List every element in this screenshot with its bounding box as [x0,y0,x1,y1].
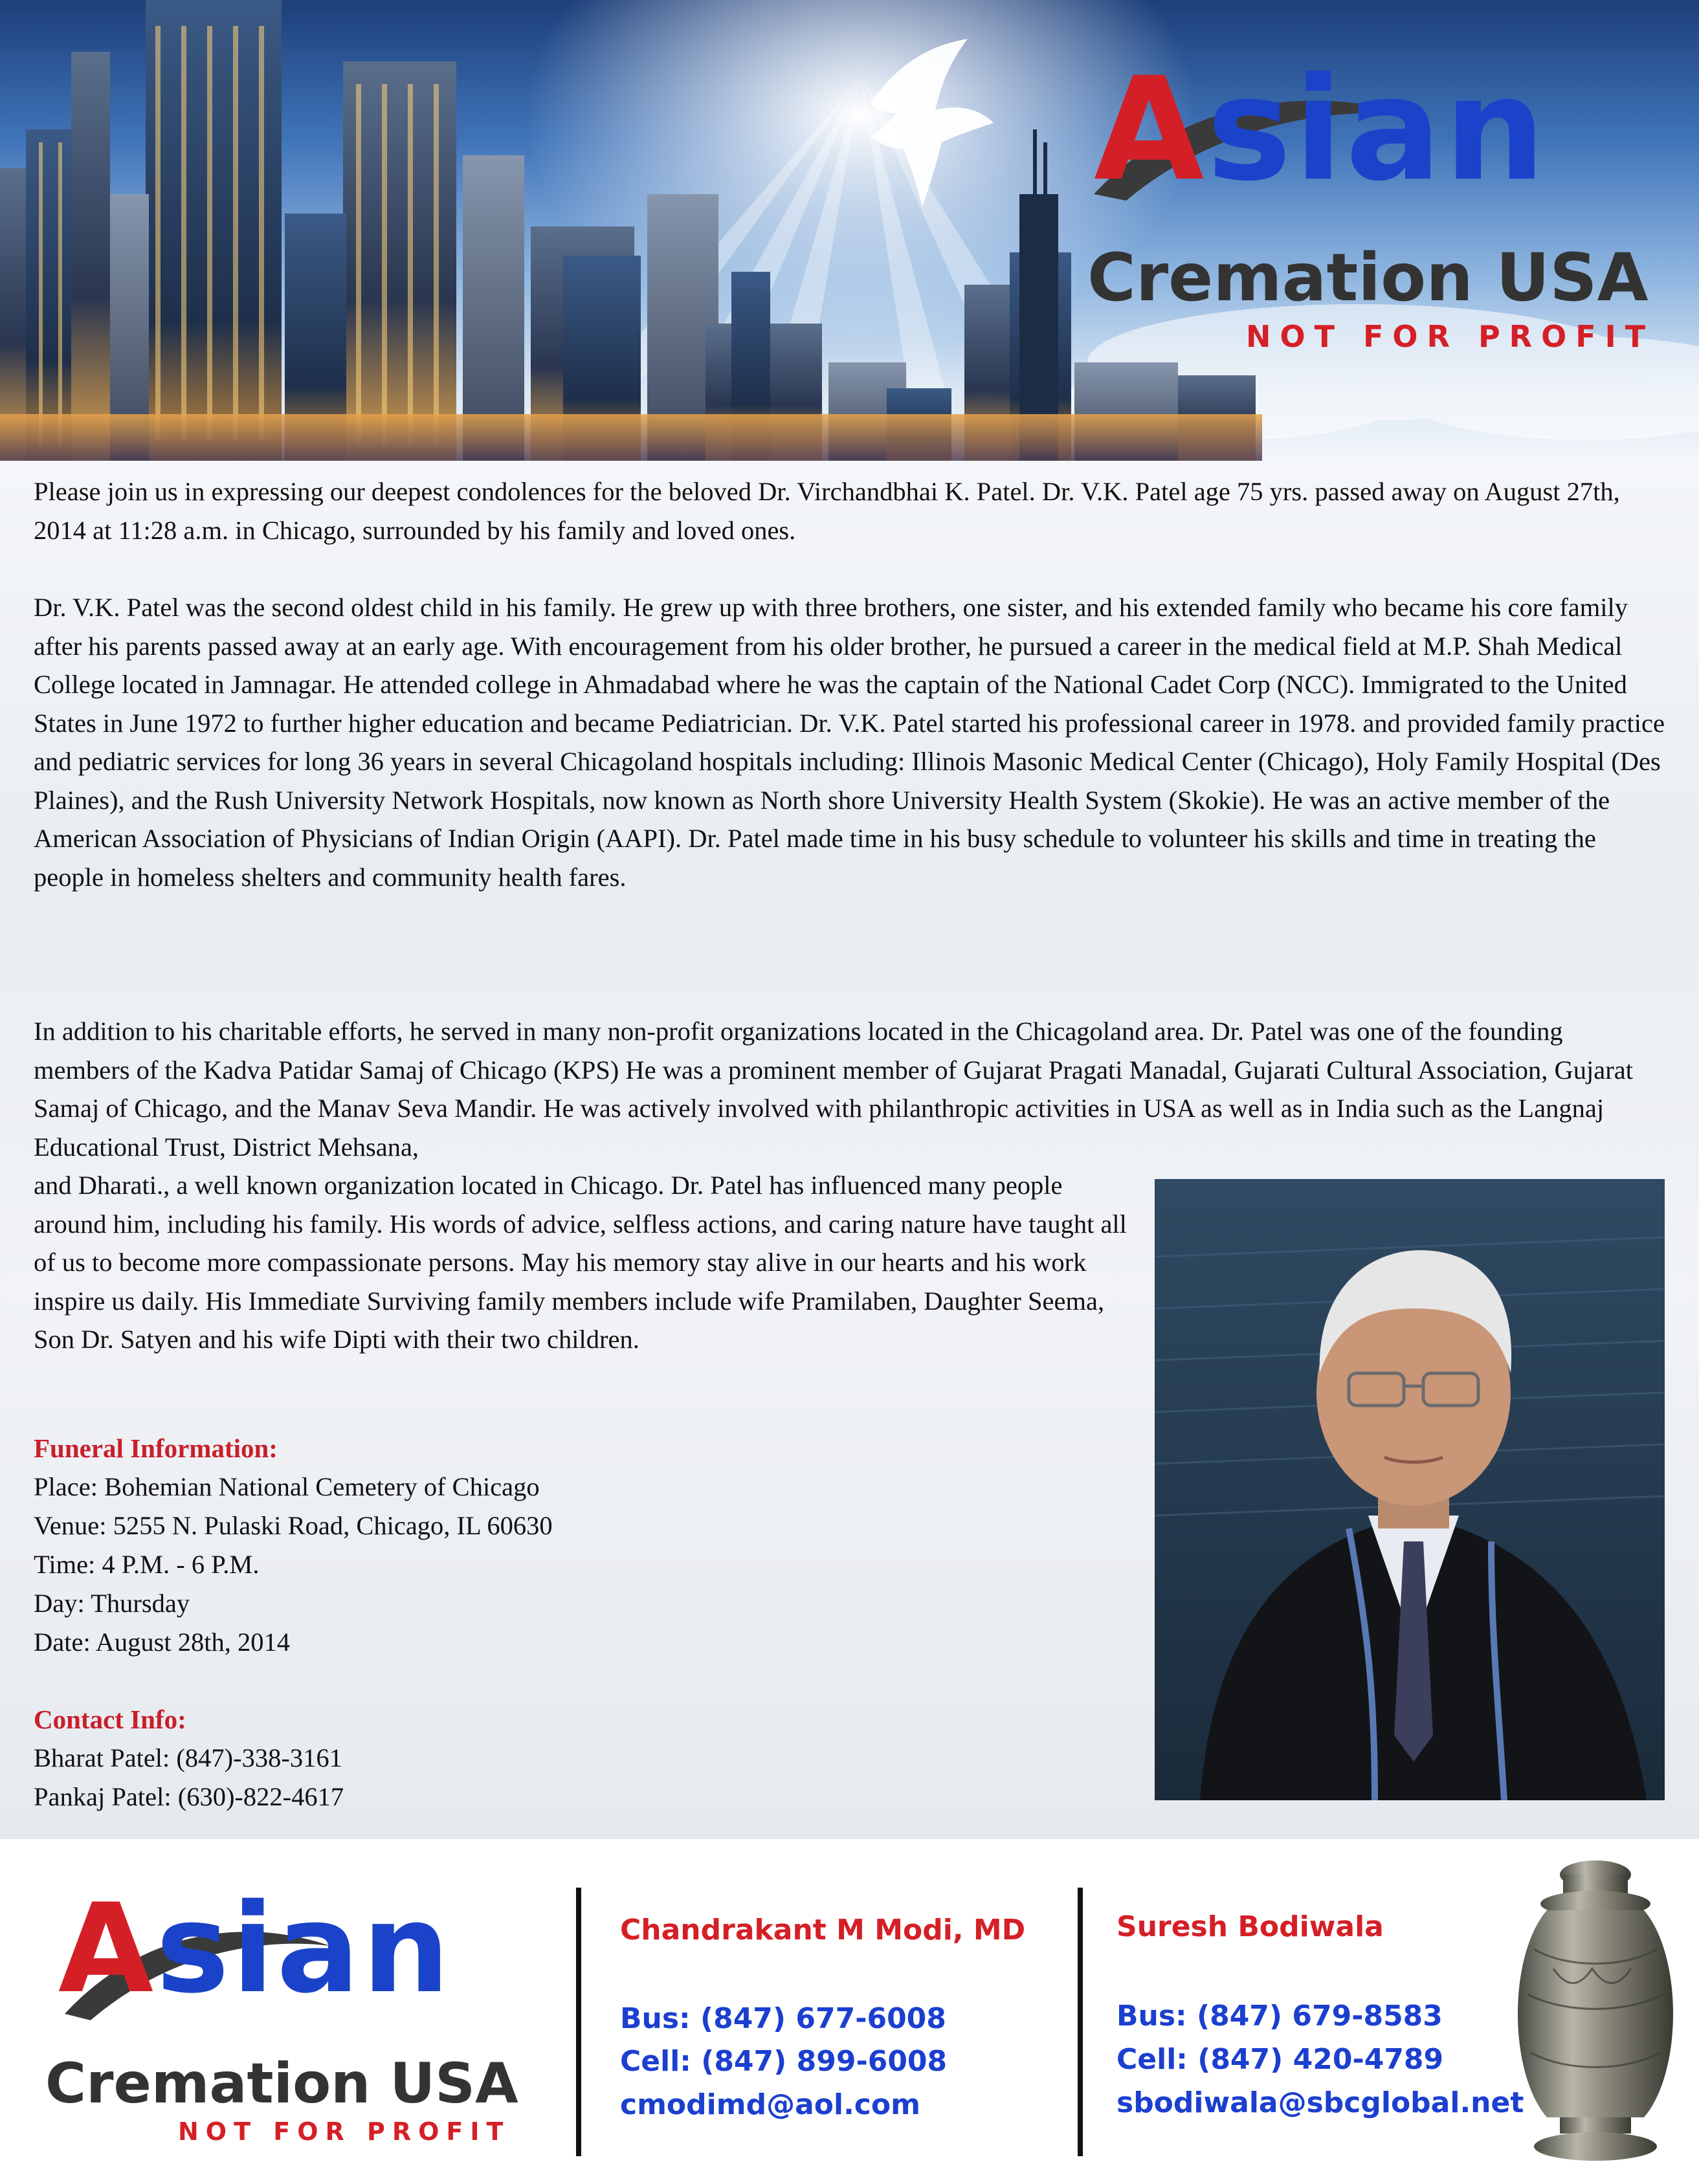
biography-paragraph: Dr. V.K. Patel was the second oldest child in his family. He grew up with three brothers, one sister, and his extended family who became his core family after his parents passed away at an early age. With encouragement from his older brother, he pursued a career in the medical field at M.P. Shah Medical College located in Jamnagar. He attended college in Ahmadabad where he was the captain of the National Cadet Corp (NCC). Immigrated to the United States in June 1972 to further higher education and became Pediatrician. Dr. V.K. Patel started his professional career in 1978. and provided family practice and pediatric services for long 36 years in several Chicagoland hospitals including: Illinois Masonic Medical Center (Chicago), Holy Family Hospital (Des Plaines), and the Rush University Network Hospitals, now known as North shore University Health System (Skokie). He was an active member of the American Association of Physicians of Indian Origin (AAPI). Dr. Patel made time in his busy schedule to volunteer his skills and time in treating the people in homeless shelters and community health fares. [34,593,1665,892]
urn-icon [1502,1859,1689,2163]
footer [0,1839,1699,2184]
contact-heading: Contact Info: [34,1704,186,1734]
contact2-bus: Bus: (847) 679-8583 [1116,2000,1443,2033]
footer-logo-cremation-text: Cremation USA [45,2051,518,2116]
contact1-cell: Cell: (847) 899-6008 [620,2045,948,2078]
portrait-illustration [1155,1179,1665,1800]
funeral-heading: Funeral Information: [34,1433,278,1463]
logo-cremation-text: Cremation USA [1087,239,1649,316]
contact-line-1: Bharat Patel: (847)-338-3161 [34,1743,342,1772]
contact2-email[interactable]: sbodiwala@sbcglobal.net [1116,2086,1524,2119]
footer-logo [45,1875,537,2146]
funeral-place: Place: Bohemian National Cemetery of Chicago [34,1472,540,1501]
header-banner [0,0,1699,461]
header-logo [1068,39,1689,354]
logo-asian-text: Asian [1094,47,1548,212]
legacy-paragraph: In addition to his charitable efforts, he served in many non-profit organizations located in the Chicagoland area. Dr. Patel was one of the founding members of the Kadva Patidar Samaj of Chicago (KPS) He was a prominent member of Gujarat Pragati Manadal, Gujarati Cultural Association, Gujarat Samaj of Chicago, and the Manav Seva Mandir. He was actively involved with philanthropic activities in USA as well as in India such as the Langnaj Educational Trust, District Mehsana, [34,1017,1633,1162]
funeral-date: Date: August 28th, 2014 [34,1627,290,1657]
funeral-day: Day: Thursday [34,1589,190,1618]
funeral-venue: Venue: 5255 N. Pulaski Road, Chicago, IL 60630 [34,1511,553,1540]
intro-paragraph: Please join us in expressing our deepest condolences for the beloved Dr. Virchandbhai K. Patel. Dr. V.K. Patel age 75 yrs. passed away on August 27th, 2014 at 11:28 a.m. in Chicago, surrounded by his family and loved ones. [34,477,1620,545]
funeral-time: Time: 4 P.M. - 6 P.M. [34,1550,260,1579]
contact-line-2: Pankaj Patel: (630)-822-4617 [34,1782,344,1811]
footer-logo-tagline: NOT FOR PROFIT [178,2117,511,2146]
contact1-bus: Bus: (847) 677-6008 [620,2002,946,2035]
contact2-name: Suresh Bodiwala [1116,1910,1384,1943]
contact2-cell: Cell: (847) 420-4789 [1116,2043,1444,2076]
footer-divider-2 [1078,1888,1083,2156]
footer-divider-1 [576,1888,581,2156]
contact1-email[interactable]: cmodimd@aol.com [620,2088,920,2121]
logo-tagline: NOT FOR PROFIT [1246,319,1655,354]
contact1-name: Chandrakant M Modi, MD [620,1914,1026,1947]
legacy-paragraph-continued: and Dharati., a well known organization located in Chicago. Dr. Patel has influenced many people around him, including his family. His words of advice, selfless actions, and caring nature have taught all of us to become more compassionate persons. May his memory stay alive in our hearts and his work inspire us daily. His Immediate Surviving family members include wife Pramilaben, Daughter Seema, Son Dr. Satyen and his wife Dipti with their two children. [34,1171,1127,1354]
portrait-photo [1155,1179,1665,1800]
footer-logo-asian-text: Asian [58,1877,452,2020]
